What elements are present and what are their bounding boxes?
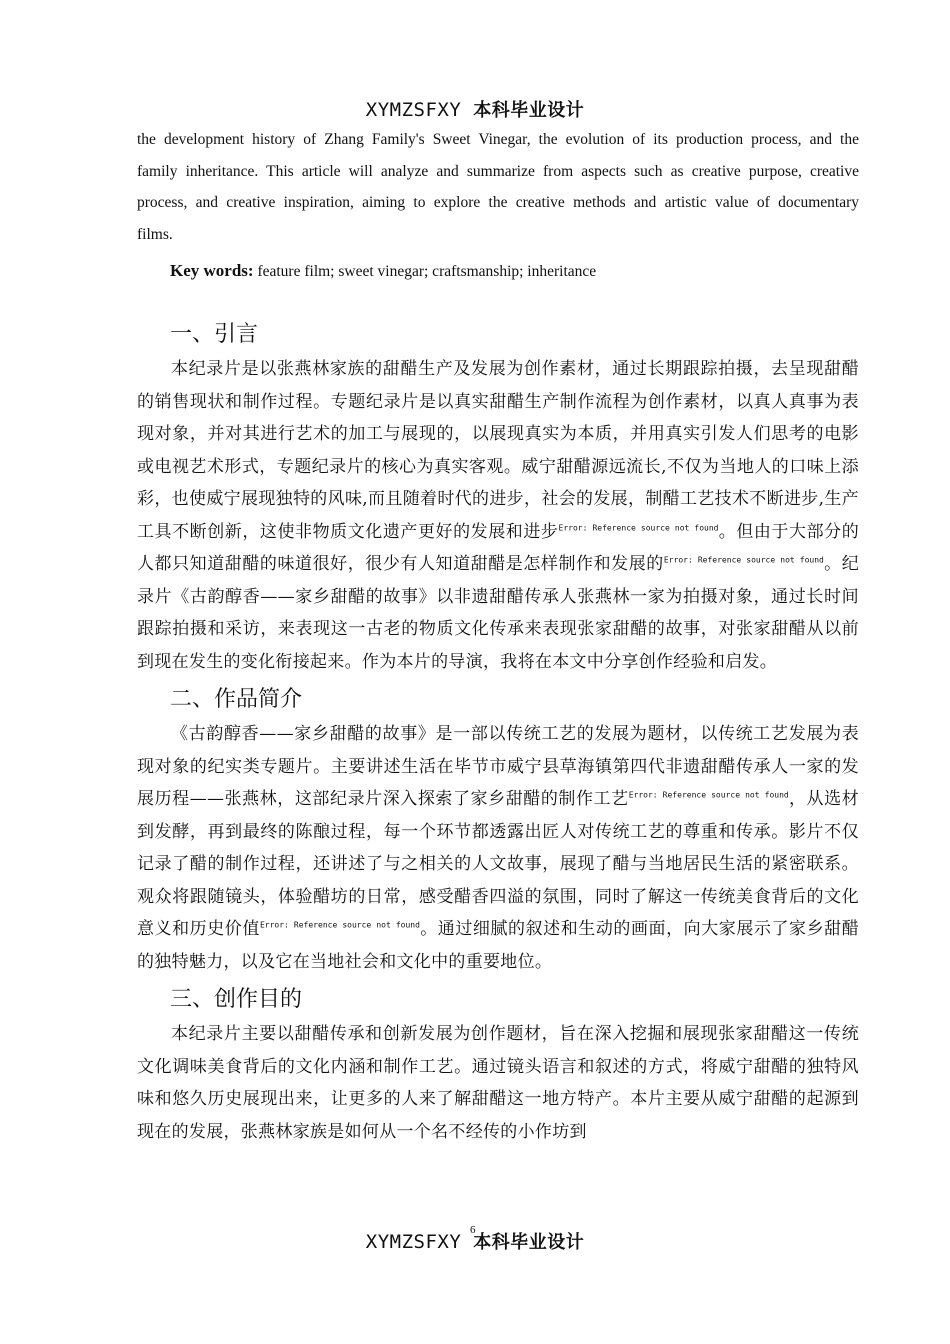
intro-text-2: 。但由于大部分的人都只知道甜醋的味道很好，很少有人知道甜醋是怎样制作和发展的: [137, 521, 859, 574]
summary-paragraph: [137, 718, 859, 978]
reference-error: Error: Reference source not found: [259, 920, 420, 930]
page-footer: [0, 1228, 950, 1254]
intro-paragraph: [137, 353, 859, 678]
page-header: [0, 96, 950, 122]
section-heading-intro: 一、引言: [170, 322, 259, 347]
header-title: 本科毕业设计: [473, 100, 585, 121]
header-latin: XYMZSFXY: [365, 99, 462, 121]
footer-title: 本科毕业设计: [473, 1232, 585, 1253]
intro-text-3: 。纪录片《古韵醇香——家乡甜醋的故事》以非遗甜醋传承人张燕林一家为拍摄对象，通过长时间跟踪拍摄和采访，来表现这一古老的物质文化传承来表现张家甜醋的故事，对张家甜醋从以前到现在发生的变化衔接起来。作为本片的导演，我将在本文中分享创作经验和启发。: [137, 554, 859, 672]
reference-error: Error: Reference source not found: [558, 522, 719, 532]
keywords-label: Key words:: [170, 261, 254, 280]
summary-text-2: ，从选材到发酵，再到最终的陈酿过程，每一个环节都透露出匠人对传统工艺的尊重和传承。影片不仅记录了醋的制作过程，还讲述了与之相关的人文故事，展现了醋与当地居民生活的紧密联系。观众将跟随镜头，体验醋坊的日常，感受醋香四溢的氛围，同时了解这一传统美食背后的文化意义和历史价值: [137, 789, 859, 939]
summary-text-3: 。通过细腻的叙述和生动的画面，向大家展示了家乡甜醋的独特魅力，以及它在当地社会和文化中的重要地位。: [137, 919, 859, 972]
keywords: [170, 256, 859, 287]
section-heading-purpose: 三、创作目的: [170, 987, 303, 1012]
footer-latin: XYMZSFXY: [365, 1231, 462, 1253]
page-content: [137, 124, 859, 1148]
keywords-text: feature film; sweet vinegar; craftsmanship; inheritance: [257, 263, 597, 280]
page-number: 6: [470, 1224, 476, 1236]
purpose-paragraph: [137, 1018, 859, 1148]
abstract-english: the development history of Zhang Family's Sweet Vinegar, the evolution of its production process, and the family inheritance. This article will analyze and summarize from aspects such as creative purpose, creative process, and creative inspiration, aiming to explore the creative methods and artistic value of documentary films.: [137, 131, 859, 243]
reference-error: Error: Reference source not found: [628, 790, 789, 800]
purpose-text-1: 本纪录片主要以甜醋传承和创新发展为创作题材，旨在深入挖掘和展现张家甜醋这一传统文化调味美食背后的文化内涵和制作工艺。通过镜头语言和叙述的方式，将威宁甜醋的独特风味和悠久历史展现出来，让更多的人来了解甜醋这一地方特产。本片主要从威宁甜醋的起源到现在的发展，张燕林家族是如何从一个名不经传的小作坊到: [137, 1024, 859, 1142]
section-heading-summary: 二、作品简介: [170, 687, 303, 712]
intro-text-1: 本纪录片是以张燕林家族的甜醋生产及发展为创作素材，通过长期跟踪拍摄，去呈现甜醋的销售现状和制作过程。专题纪录片是以真实甜醋生产制作流程为创作素材，以真人真事为表现对象，并对其进行艺术的加工与展现的，以展现真实为本质，并用真实引发人们思考的电影或电视艺术形式，专题纪录片的核心为真实客观。威宁甜醋源远流长,不仅为当地人的口味上添彩，也使威宁展现独特的风味,而且随着时代的进步，社会的发展，制醋工艺技术不断进步,生产工具不断创新，这使非物质文化遗产更好的发展和进步: [137, 359, 859, 542]
reference-error: Error: Reference source not found: [663, 555, 824, 565]
summary-text-1: 《古韵醇香——家乡甜醋的故事》是一部以传统工艺的发展为题材，以传统工艺发展为表现对象的纪实类专题片。主要讲述生活在毕节市威宁县草海镇第四代非遗甜醋传承人一家的发展历程——张燕林，这部纪录片深入探索了家乡甜醋的制作工艺: [137, 724, 859, 809]
